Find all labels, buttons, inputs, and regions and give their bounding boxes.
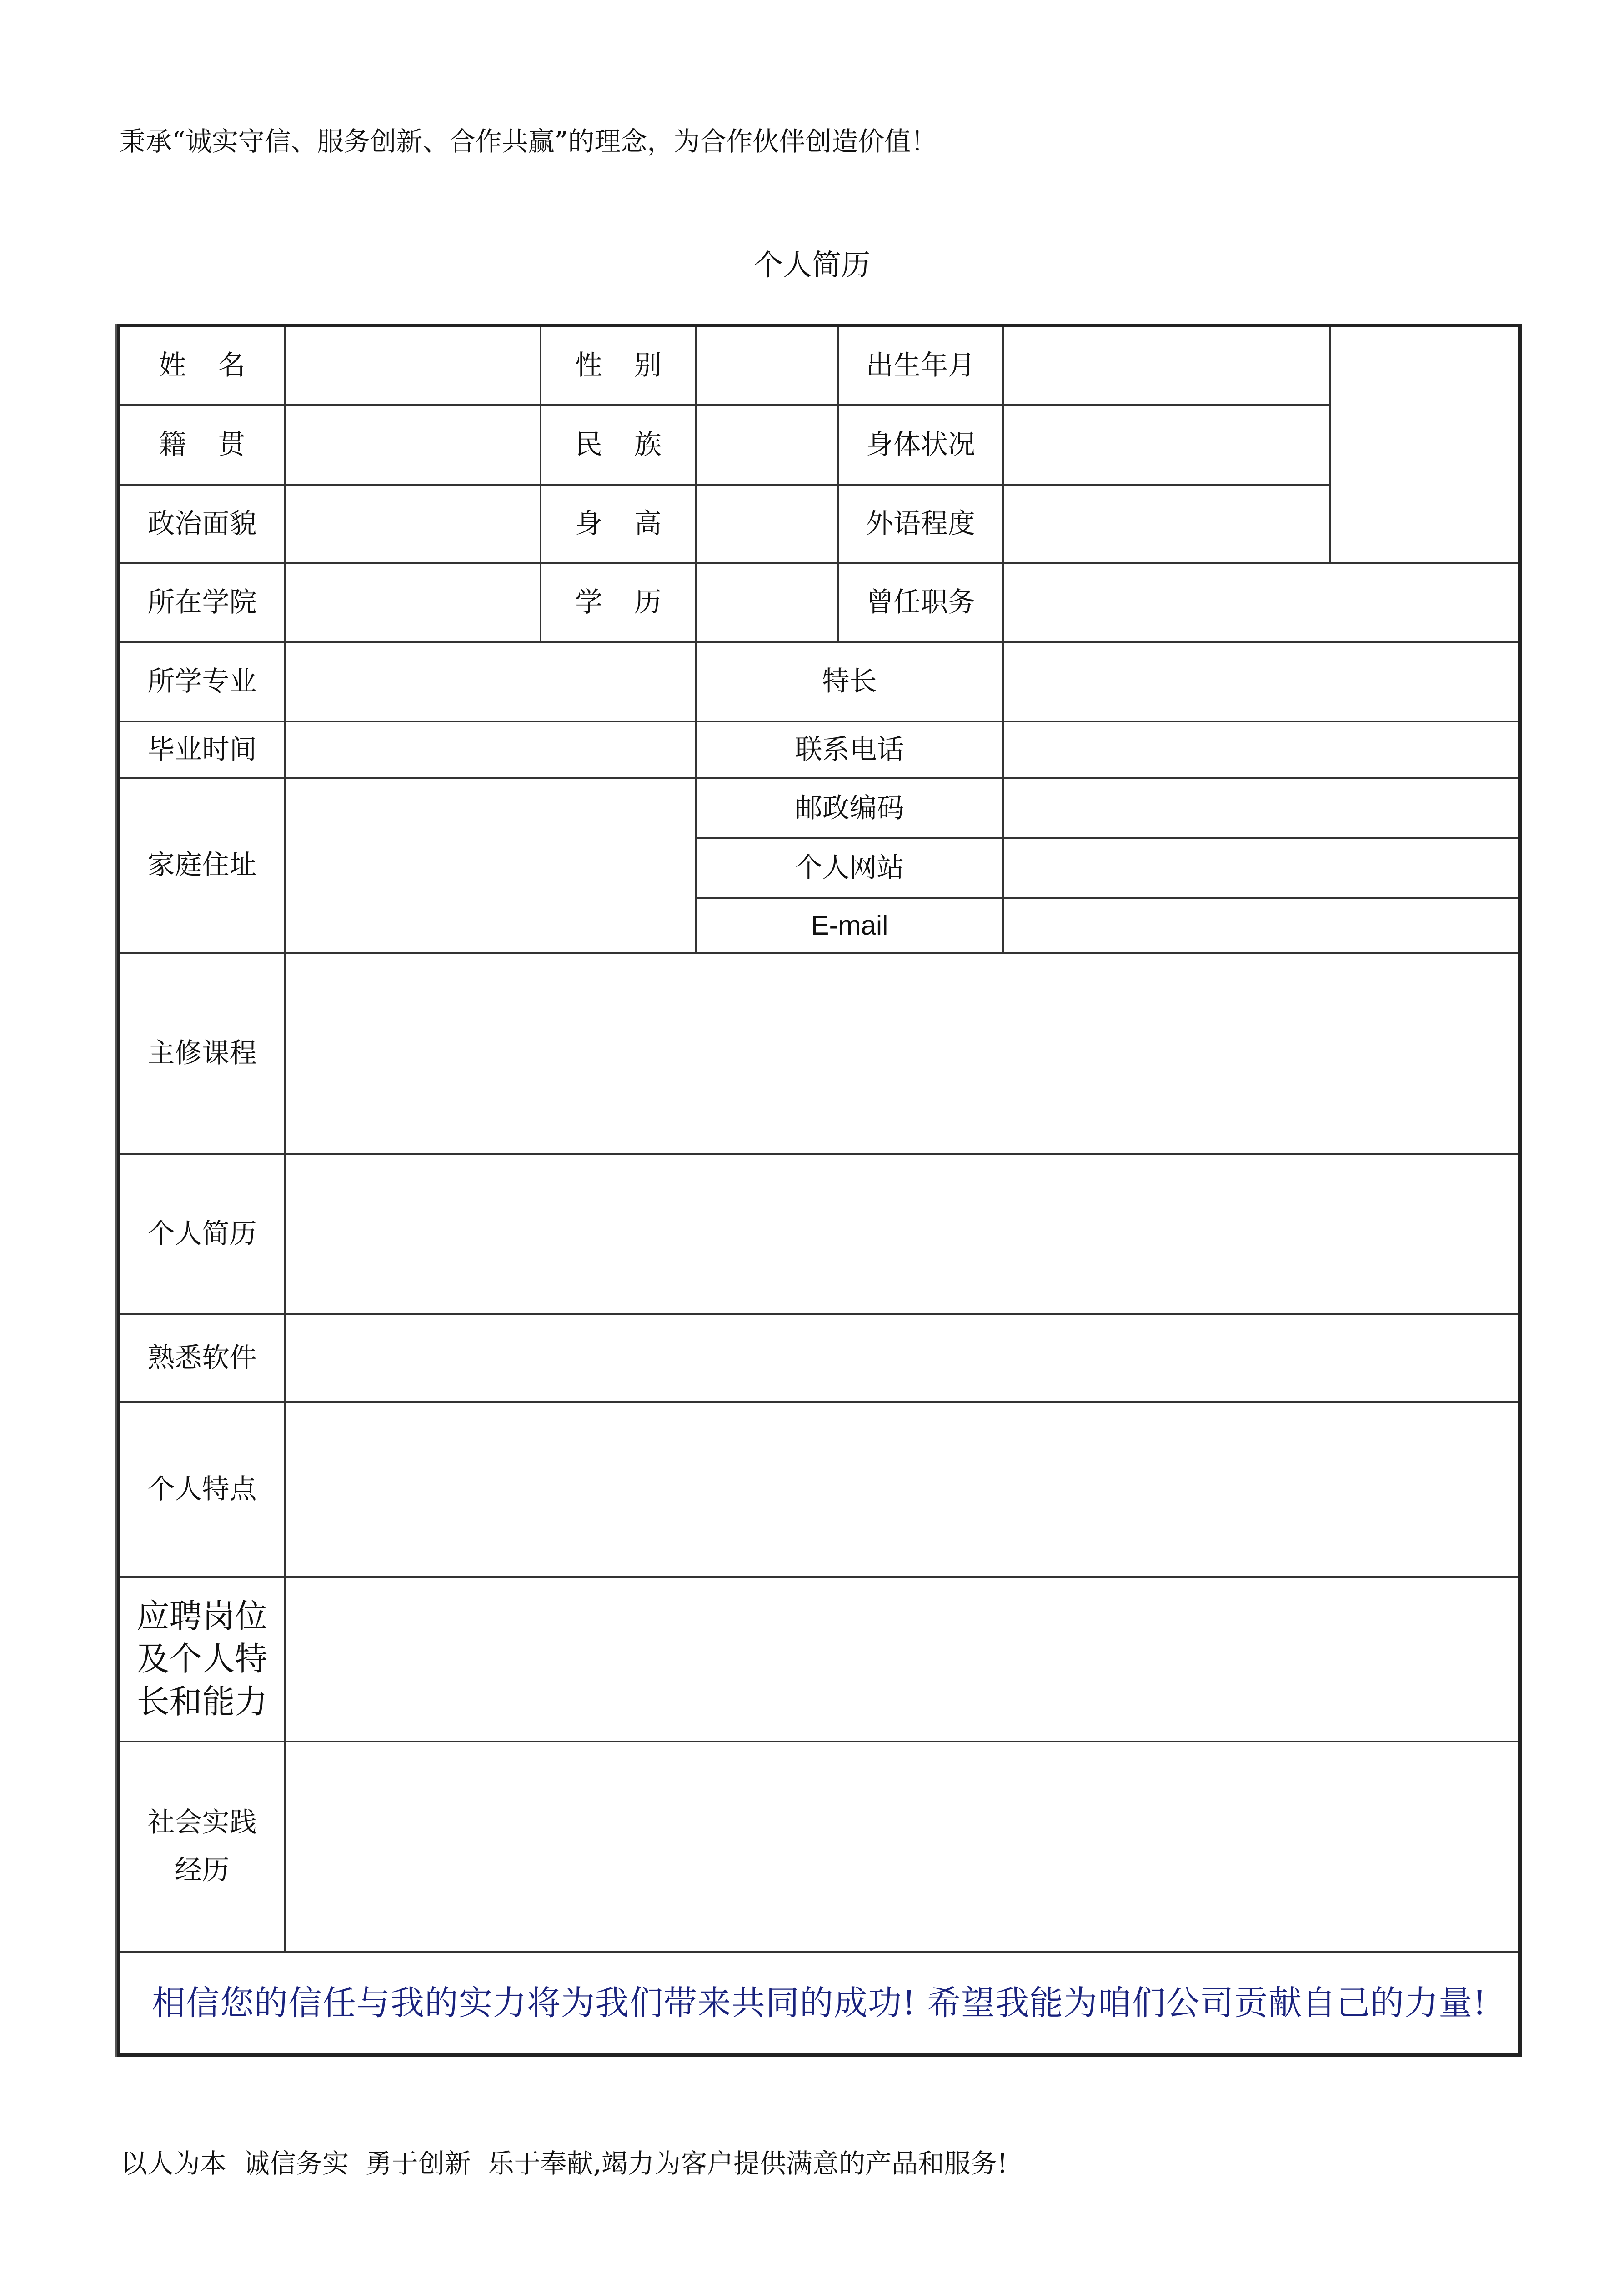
- birth-date-field[interactable]: [1003, 325, 1330, 405]
- page-title: 个人简历: [754, 249, 870, 282]
- form-row-practice: [119, 1742, 1520, 1952]
- form-row-5: [119, 642, 1520, 721]
- position-ability-label: [119, 1577, 285, 1742]
- name-field[interactable]: [285, 325, 541, 405]
- main-courses-field[interactable]: [285, 953, 1520, 1154]
- ethnicity-label: 民族: [541, 405, 696, 485]
- form-row-software: [119, 1314, 1520, 1402]
- form-row-closing: [119, 1952, 1520, 2055]
- college-field[interactable]: [285, 563, 541, 642]
- social-practice-label-line-1: 社会实践: [147, 1807, 257, 1839]
- language-level-field[interactable]: [1003, 485, 1330, 563]
- form-row-7: [119, 778, 1520, 839]
- social-practice-label-line-2: 经历: [175, 1854, 230, 1887]
- health-label: 身体状况: [838, 405, 1003, 485]
- graduation-date-field[interactable]: [285, 721, 696, 778]
- website-field[interactable]: [1003, 838, 1520, 898]
- education-field[interactable]: [696, 563, 838, 642]
- specialty-field[interactable]: [1003, 642, 1520, 721]
- college-label: 所在学院: [119, 563, 285, 642]
- gender-label: 性别: [541, 325, 696, 405]
- software-label: 熟悉软件: [119, 1314, 285, 1402]
- form-row-traits: [119, 1402, 1520, 1577]
- major-label: 所学专业: [119, 642, 285, 721]
- gender-field[interactable]: [696, 325, 838, 405]
- former-position-label: 曾任职务: [838, 563, 1003, 642]
- position-ability-label-line-1: 应聘岗位: [136, 1597, 268, 1636]
- phone-field[interactable]: [1003, 721, 1520, 778]
- personal-traits-label: 个人特点: [119, 1402, 285, 1577]
- position-ability-field[interactable]: [285, 1577, 1520, 1742]
- personal-traits-field[interactable]: [285, 1402, 1520, 1577]
- phone-label: 联系电话: [696, 721, 1003, 778]
- form-row-2: [119, 405, 1520, 485]
- personal-resume-label: 个人简历: [119, 1154, 285, 1314]
- specialty-label: 特长: [696, 642, 1003, 721]
- height-label: 身高: [541, 485, 696, 563]
- language-level-label: 外语程度: [838, 485, 1003, 563]
- header-motto: 秉承“诚实守信、服务创新、合作共赢”的理念，为合作伙伴创造价值！: [119, 126, 937, 157]
- form-row-courses: [119, 953, 1520, 1154]
- email-field[interactable]: [1003, 898, 1520, 953]
- major-field[interactable]: [285, 642, 696, 721]
- health-field[interactable]: [1003, 405, 1330, 485]
- closing-statement: 相信您的信任与我的实力将为我们带来共同的成功! 希望我能为咱们公司贡献自己的力量!: [119, 1952, 1520, 2055]
- native-place-field[interactable]: [285, 405, 541, 485]
- education-label: 学历: [541, 563, 696, 642]
- political-status-field[interactable]: [285, 485, 541, 563]
- form-row-resume: [119, 1154, 1520, 1314]
- postcode-label: 邮政编码: [696, 778, 1003, 839]
- software-field[interactable]: [285, 1314, 1520, 1402]
- name-label: 姓名: [119, 325, 285, 405]
- graduation-date-label: 毕业时间: [119, 721, 285, 778]
- former-position-field[interactable]: [1003, 563, 1520, 642]
- form-row-4: [119, 563, 1520, 642]
- birth-date-label: 出生年月: [838, 325, 1003, 405]
- ethnicity-field[interactable]: [696, 405, 838, 485]
- social-practice-label: [119, 1742, 285, 1952]
- form-row-3: [119, 485, 1520, 563]
- form-row-1: [119, 325, 1520, 405]
- position-ability-label-line-2: 及个人特: [136, 1640, 268, 1678]
- height-field[interactable]: [696, 485, 838, 563]
- email-label: E-mail: [696, 898, 1003, 953]
- social-practice-field[interactable]: [285, 1742, 1520, 1952]
- home-address-label: 家庭住址: [119, 778, 285, 953]
- postcode-field[interactable]: [1003, 778, 1520, 839]
- form-row-6: [119, 721, 1520, 778]
- main-courses-label: 主修课程: [119, 953, 285, 1154]
- resume-form-table: [117, 324, 1522, 2057]
- personal-resume-field[interactable]: [285, 1154, 1520, 1314]
- website-label: 个人网站: [696, 838, 1003, 898]
- form-row-position: [119, 1577, 1520, 1742]
- photo-area[interactable]: [1330, 325, 1520, 563]
- political-status-label: 政治面貌: [119, 485, 285, 563]
- native-place-label: 籍贯: [119, 405, 285, 485]
- position-ability-label-line-3: 长和能力: [136, 1682, 268, 1721]
- home-address-field[interactable]: [285, 778, 696, 953]
- footer-slogan: 以人为本 诚信务实 勇于创新 乐于奉献,竭力为客户提供满意的产品和服务!: [121, 2148, 1008, 2179]
